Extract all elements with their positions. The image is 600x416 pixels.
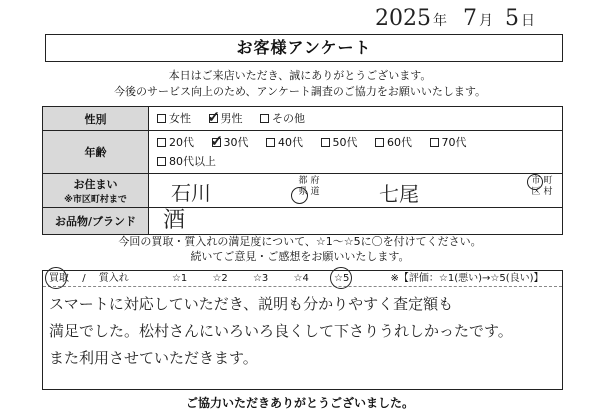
intro-line-1: 本日はご来店いただき、誠にありがとうございます。 — [168, 69, 432, 82]
comment-line-3: また利用させていただきます。 — [49, 349, 258, 367]
checkbox[interactable] — [266, 138, 275, 147]
comment-line-1: スマートに対応していただき、説明も分かりやすく査定額も — [49, 295, 454, 313]
intro-text — [0, 68, 600, 100]
gender-options — [149, 107, 563, 131]
star-1[interactable]: ☆1 — [171, 273, 188, 284]
todofuken-options — [292, 176, 326, 198]
option-label: 男性 — [220, 112, 243, 125]
shikuchoson-machi[interactable]: 町 — [543, 175, 553, 186]
shikuchoson-shi[interactable]: 市 — [531, 175, 541, 186]
city-value: 七尾 — [379, 181, 419, 206]
address-sublabel: ※市区町村まで — [64, 195, 127, 205]
checkbox-checked[interactable] — [210, 132, 224, 150]
checkbox[interactable] — [157, 138, 166, 147]
option-label: 60代 — [387, 136, 412, 149]
todofuken-fu[interactable]: 府 — [310, 175, 320, 186]
option-label: 40代 — [278, 136, 303, 149]
gender-option-male[interactable] — [209, 109, 243, 128]
todofuken-do[interactable]: 道 — [310, 186, 320, 197]
address-field[interactable] — [149, 174, 563, 208]
option-label: 女性 — [169, 112, 191, 125]
todofuken-ken[interactable]: 県 — [298, 186, 308, 197]
checkbox[interactable] — [157, 114, 166, 123]
checkmark-icon: ✓ — [207, 108, 221, 126]
rating-header — [43, 271, 562, 287]
checkbox[interactable] — [430, 138, 439, 147]
survey-intro-line-1: 今回の買取・質入れの満足度について、☆1～☆5に〇を付けてください。 — [118, 235, 482, 248]
customer-info-table — [42, 106, 563, 235]
age-option-30s[interactable] — [212, 133, 249, 152]
age-option-20s[interactable] — [157, 133, 194, 152]
thanks-text: ご協力いただきありがとうございました。 — [185, 396, 414, 410]
prefecture-value: 石川 — [171, 180, 211, 205]
option-label: 20代 — [169, 136, 194, 149]
type-pawn[interactable]: 質入れ — [98, 273, 129, 284]
date-month: 7 — [463, 6, 477, 31]
address-label: お住まい — [73, 178, 118, 191]
age-option-40s[interactable] — [266, 133, 303, 152]
option-label: 80代以上 — [169, 155, 216, 168]
checkmark-icon: ✓ — [210, 132, 224, 150]
star-3[interactable]: ☆3 — [252, 273, 269, 284]
gender-option-female[interactable] — [157, 109, 191, 128]
date-month-unit: 月 — [479, 13, 493, 29]
selection-circle — [527, 174, 543, 190]
option-label: 70代 — [441, 136, 467, 149]
star-5[interactable]: ☆5 — [334, 273, 350, 284]
survey-intro — [0, 234, 600, 264]
star-2[interactable]: ☆2 — [212, 273, 228, 284]
checkbox[interactable] — [157, 157, 166, 166]
address-row — [43, 174, 563, 208]
item-row — [43, 208, 563, 235]
age-option-50s[interactable] — [321, 133, 358, 152]
checkbox[interactable] — [321, 138, 330, 147]
age-option-70s[interactable] — [430, 133, 467, 152]
shikuchoson-mura[interactable]: 村 — [543, 186, 553, 197]
selection-circle — [291, 187, 308, 204]
star-4[interactable]: ☆4 — [293, 273, 309, 284]
checkbox[interactable] — [375, 138, 384, 147]
checkbox[interactable] — [260, 114, 269, 123]
item-field[interactable] — [149, 208, 563, 235]
date-day-unit: 日 — [521, 13, 535, 29]
type-buy[interactable]: 買取 — [49, 273, 69, 284]
shikuchoson-ku[interactable]: 区 — [531, 186, 541, 197]
option-label: 30代 — [223, 136, 249, 149]
shikuchoson-options — [526, 176, 558, 198]
comment-box[interactable] — [42, 270, 563, 390]
age-label: 年齢 — [43, 131, 149, 174]
survey-intro-line-2: 続いてご意見・ご感想をお願いいたします。 — [190, 250, 410, 263]
option-label: 50代 — [332, 136, 358, 149]
date-line — [375, 6, 537, 31]
age-option-80plus[interactable] — [157, 152, 216, 171]
gender-row — [43, 107, 563, 131]
gender-label: 性別 — [43, 107, 149, 131]
page-title: お客様アンケート — [45, 34, 563, 62]
item-value: 酒 — [163, 208, 186, 233]
comment-line-2: 満足でした。松村さんにいろいろ良くして下さりうれしかったです。 — [49, 322, 513, 340]
item-label: お品物/ブランド — [43, 208, 149, 235]
date-year-unit: 年 — [433, 13, 447, 29]
todofuken-to[interactable]: 都 — [298, 175, 308, 186]
gender-option-other[interactable] — [260, 109, 305, 128]
age-row — [43, 131, 563, 174]
checkbox-checked[interactable] — [207, 108, 221, 126]
age-option-60s[interactable] — [375, 133, 412, 152]
age-options — [149, 131, 563, 174]
comment-text — [49, 291, 513, 372]
type-separator: / — [82, 273, 86, 284]
date-year: 2025 — [375, 6, 431, 31]
option-label: その他 — [272, 112, 305, 125]
address-label-cell — [43, 174, 149, 208]
intro-line-2: 今後のサービス向上のため、アンケート調査のご協力をお願いいたします。 — [113, 85, 487, 98]
rating-legend: ※【評価：☆1(悪い)→☆5(良い)】 — [390, 273, 544, 284]
date-day: 5 — [505, 6, 519, 31]
